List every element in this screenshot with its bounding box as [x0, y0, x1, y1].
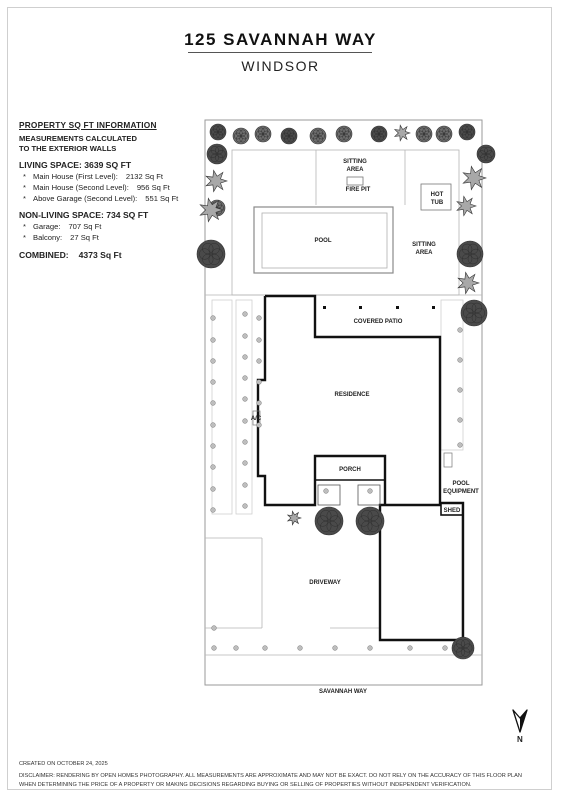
- small-plant-icon: [211, 465, 216, 470]
- small-plant-icon: [458, 388, 463, 393]
- shrub-icon: [207, 144, 227, 164]
- small-plant-icon: [243, 334, 248, 339]
- small-plant-icon: [243, 419, 248, 424]
- shrub-icon: [461, 300, 487, 326]
- shrub-icon: [452, 637, 474, 659]
- residence-wall-west: [258, 296, 385, 505]
- label-shed: SHED: [443, 508, 461, 514]
- small-plant-icon: [324, 489, 329, 494]
- patio-post: [396, 306, 399, 309]
- small-plant-icon: [243, 440, 248, 445]
- small-plant-icon: [263, 646, 268, 651]
- measurement-note-line1: MEASUREMENTS CALCULATED: [19, 134, 137, 143]
- non-living-row-value: 707 Sq Ft: [68, 222, 102, 231]
- side-path: [212, 300, 232, 514]
- small-plant-icon: [211, 316, 216, 321]
- shrub-icon: [371, 126, 387, 142]
- small-plant-icon: [257, 338, 262, 343]
- label-hot-tub: HOT: [430, 192, 444, 198]
- patio-post: [323, 306, 326, 309]
- residence-wall-east: [265, 296, 463, 640]
- combined-label: COMBINED:: [19, 250, 69, 260]
- palm-icon: [457, 196, 476, 215]
- small-plant-icon: [211, 487, 216, 492]
- side-path: [236, 300, 252, 514]
- shrub-icon: [197, 240, 225, 268]
- palm-icon: [288, 511, 301, 525]
- small-plant-icon: [458, 418, 463, 423]
- small-plant-icon: [368, 489, 373, 494]
- small-plant-icon: [211, 423, 216, 428]
- small-plant-icon: [234, 646, 239, 651]
- shrub-icon: [436, 126, 452, 142]
- palm-icon: [395, 125, 410, 141]
- combined-value: 4373 Sq Ft: [78, 250, 122, 260]
- patio-post: [359, 306, 362, 309]
- small-plant-icon: [257, 380, 262, 385]
- shrub-icon: [477, 145, 495, 163]
- label-pool: POOL: [314, 238, 332, 244]
- disclaimer-line: DISCLAIMER: RENDERING BY OPEN HOMES PHOTOGRAPHY. ALL MEASUREMENTS ARE APPROXIMATE AND MAY NOT BE EXACT. DO NOT RELY ON THE ACCURACY OF THIS FLOOR PLAN: [19, 773, 522, 779]
- label-sitting-area-right: SITTING: [412, 242, 436, 248]
- small-plant-icon: [458, 328, 463, 333]
- shrub-icon: [210, 124, 226, 140]
- non-living-row: * Garage: 707 Sq Ft: [23, 222, 102, 231]
- small-plant-icon: [212, 646, 217, 651]
- label-driveway: DRIVEWAY: [309, 580, 341, 586]
- shrub-icon: [233, 128, 249, 144]
- small-plant-icon: [298, 646, 303, 651]
- side-path: [441, 300, 463, 450]
- small-plant-icon: [257, 359, 262, 364]
- living-row-label: Above Garage (Second Level):: [33, 194, 138, 203]
- small-plant-icon: [211, 338, 216, 343]
- non-living-row: * Balcony: 27 Sq Ft: [23, 233, 99, 242]
- small-plant-icon: [443, 646, 448, 651]
- patio-post: [432, 306, 435, 309]
- living-row: * Main House (Second Level): 956 Sq Ft: [23, 183, 170, 192]
- non-living-row-label: Garage:: [33, 222, 61, 231]
- label-fire-pit: FIRE PIT: [345, 187, 371, 193]
- small-plant-icon: [257, 401, 262, 406]
- measurement-note-line2: TO THE EXTERIOR WALLS: [19, 143, 117, 153]
- small-plant-icon: [243, 312, 248, 317]
- created-date: CREATED ON OCTOBER 24, 2025: [19, 761, 108, 767]
- sqft-info-heading: PROPERTY SQ FT INFORMATION: [19, 120, 157, 130]
- small-plant-icon: [243, 461, 248, 466]
- palm-icon: [458, 272, 479, 293]
- small-plant-icon: [211, 444, 216, 449]
- small-plant-icon: [211, 380, 216, 385]
- small-plant-icon: [257, 423, 262, 428]
- page-title: 125 SAVANNAH WAY: [184, 30, 377, 49]
- non-living-space-title: NON-LIVING SPACE: 734 SQ FT: [19, 210, 149, 220]
- label-sitting-area-top: AREA: [346, 167, 364, 173]
- shrub-icon: [315, 507, 343, 535]
- living-row: * Above Garage (Second Level): 551 Sq Ft: [23, 194, 179, 203]
- palm-icon: [463, 166, 486, 189]
- living-row: * Main House (First Level): 2132 Sq Ft: [23, 172, 163, 181]
- small-plant-icon: [243, 355, 248, 360]
- shrub-icon: [310, 128, 326, 144]
- label-street: SAVANNAH WAY: [319, 689, 367, 695]
- shrub-icon: [457, 241, 483, 267]
- small-plant-icon: [333, 646, 338, 651]
- shrub-icon: [281, 128, 297, 144]
- non-living-row-value: 27 Sq Ft: [70, 233, 99, 242]
- footer: [19, 760, 539, 790]
- fire-pit-icon: [347, 177, 363, 185]
- living-row-value: 956 Sq Ft: [136, 183, 170, 192]
- north-label: N: [517, 735, 523, 744]
- living-space-title: LIVING SPACE: 3639 SQ FT: [19, 160, 132, 170]
- small-plant-icon: [243, 376, 248, 381]
- small-plant-icon: [257, 316, 262, 321]
- label-sitting-area-right: AREA: [415, 250, 433, 256]
- small-plant-icon: [458, 443, 463, 448]
- shrub-icon: [255, 126, 271, 142]
- living-row-label: Main House (Second Level):: [33, 183, 129, 192]
- small-plant-icon: [243, 483, 248, 488]
- north-arrow-icon: [509, 708, 531, 734]
- small-plant-icon: [211, 401, 216, 406]
- porch-column: [318, 485, 340, 505]
- small-plant-icon: [458, 358, 463, 363]
- small-plant-icon: [368, 646, 373, 651]
- small-plant-icon: [408, 646, 413, 651]
- label-covered-patio: COVERED PATIO: [353, 319, 403, 325]
- label-pool-equipment: EQUIPMENT: [443, 489, 479, 495]
- small-plant-icon: [243, 397, 248, 402]
- shrub-icon: [459, 124, 475, 140]
- shrub-icon: [416, 126, 432, 142]
- shrub-icon: [336, 126, 352, 142]
- small-plant-icon: [212, 626, 217, 631]
- palm-icon: [206, 170, 227, 191]
- label-ac: A/C: [250, 416, 262, 422]
- label-sitting-area-top: SITTING: [343, 159, 367, 165]
- disclaimer-line: WHEN DETERMINING THE PRICE OF A PROPERTY OR MAKING DECISIONS REGARDING BUYING OR SELLING OF PROPERTIES WITHOUT INDEPENDENT VERIFICATION.: [19, 782, 472, 788]
- living-row-value: 2132 Sq Ft: [125, 172, 163, 181]
- porch-column: [358, 485, 380, 505]
- living-row-label: Main House (First Level):: [33, 172, 118, 181]
- label-pool-equipment: POOL: [452, 481, 470, 487]
- living-row-value: 551 Sq Ft: [145, 194, 179, 203]
- small-plant-icon: [211, 359, 216, 364]
- page-subtitle: WINDSOR: [241, 58, 320, 74]
- label-residence: RESIDENCE: [334, 392, 370, 398]
- non-living-row-label: Balcony:: [33, 233, 63, 242]
- small-plant-icon: [211, 508, 216, 513]
- small-plant-icon: [243, 504, 248, 509]
- shrub-icon: [356, 507, 384, 535]
- label-hot-tub: TUB: [430, 200, 444, 206]
- label-porch: PORCH: [339, 467, 361, 473]
- pool-equipment-box: [444, 453, 452, 467]
